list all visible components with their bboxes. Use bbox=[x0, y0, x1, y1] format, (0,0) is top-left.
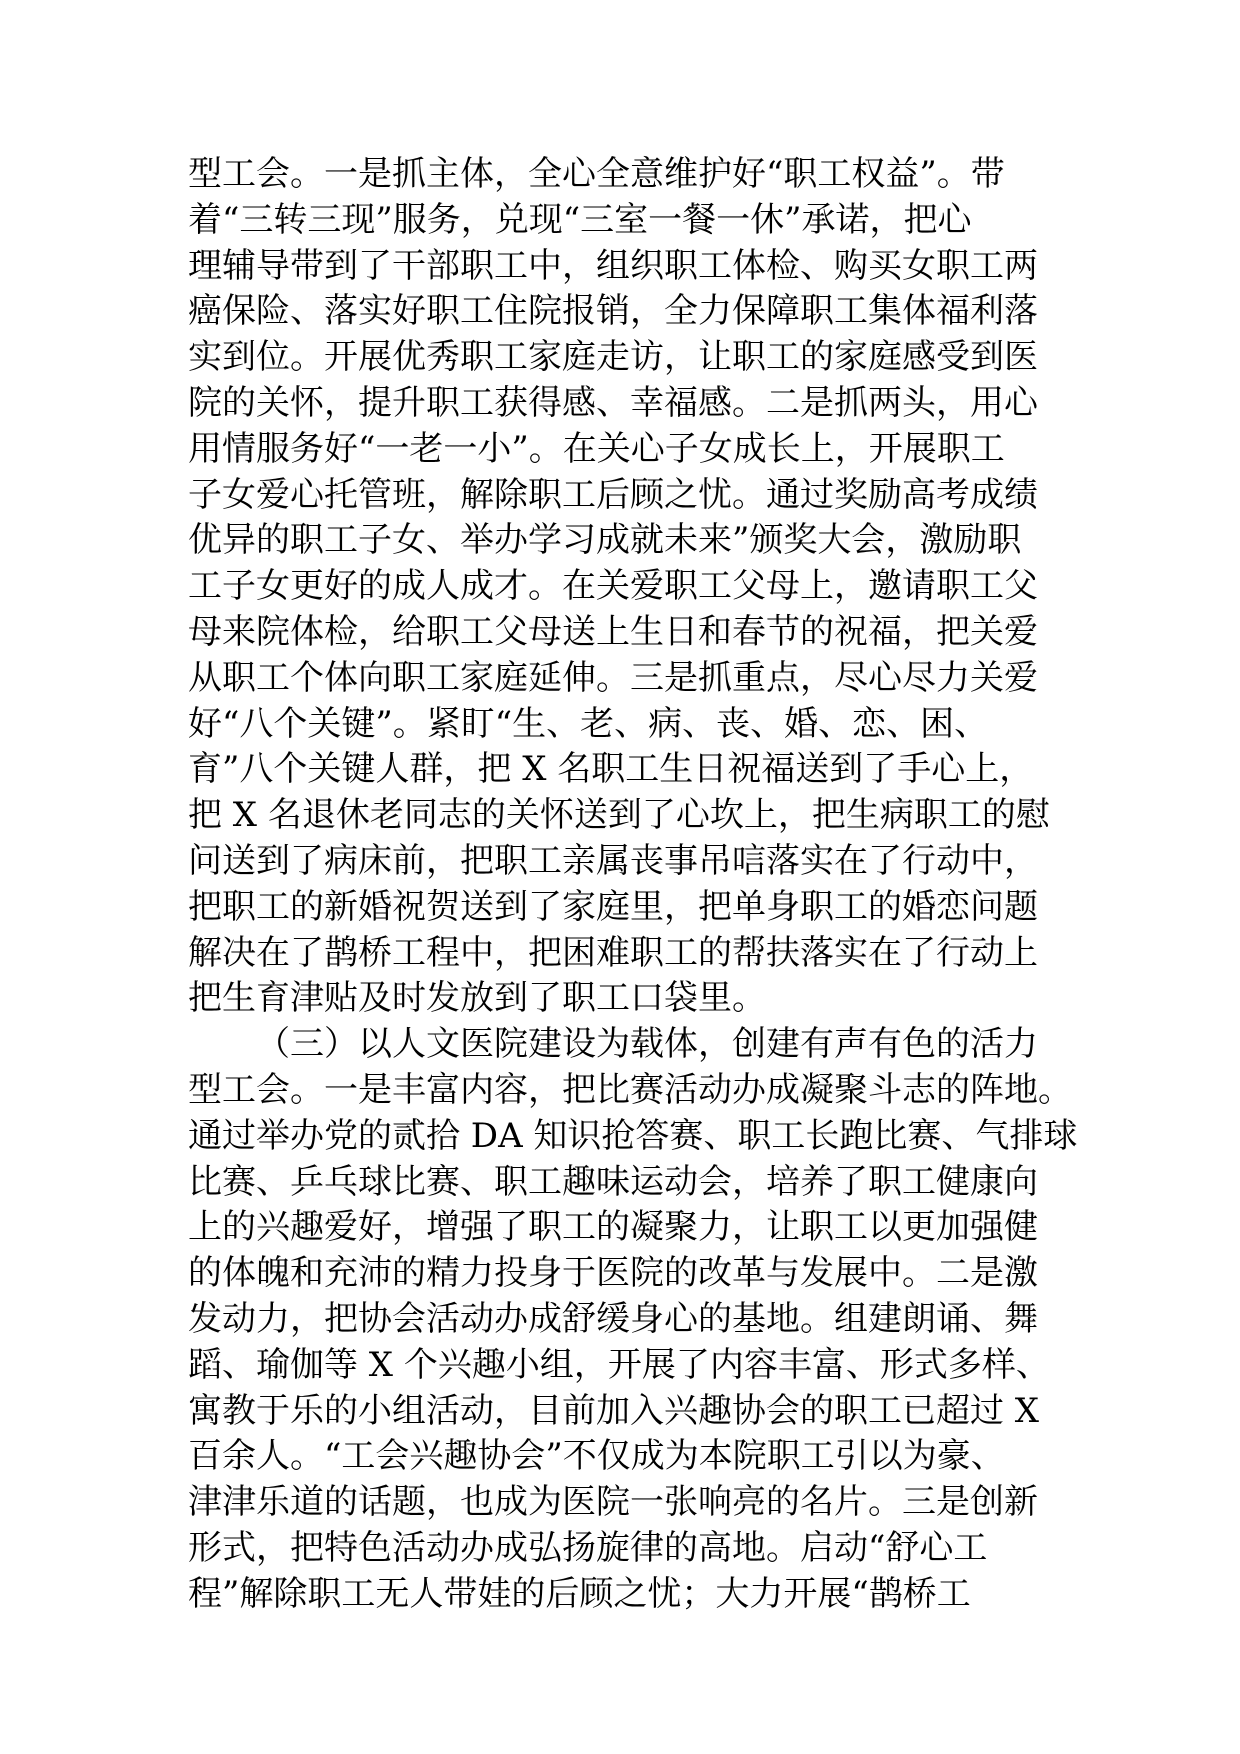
text-line: 工子女更好的成人成才。在关爱职工父母上，邀请职工父 bbox=[188, 566, 1038, 607]
text-line: 癌保险、落实好职工住院报销，全力保障职工集体福利落 bbox=[188, 291, 1038, 332]
text-line: 解决在了鹊桥工程中，把困难职工的帮扶落实在了行动上 bbox=[188, 932, 1038, 973]
text-line: 寓教于乐的小组活动，目前加入兴趣协会的职工已超过 X bbox=[188, 1390, 1040, 1431]
body-text bbox=[188, 152, 1078, 1618]
paragraph-start-line: （三）以人文医院建设为载体，创建有声有色的活力 bbox=[256, 1024, 1038, 1065]
text-line: 理辅导带到了干部职工中，组织职工体检、购买女职工两 bbox=[188, 245, 1038, 286]
text-line: 把 X 名退休老同志的关怀送到了心坎上，把生病职工的慰 bbox=[188, 795, 1050, 836]
text-line: 用情服务好“一老一小”。在关心子女成长上，开展职工 bbox=[188, 428, 1005, 469]
text-line: 优异的职工子女、举办学习成就未来”颁奖大会，激励职 bbox=[188, 520, 1022, 561]
text-line: 发动力，把协会活动办成舒缓身心的基地。组建朗诵、舞 bbox=[188, 1298, 1038, 1339]
text-line: 从职工个体向职工家庭延伸。三是抓重点，尽心尽力关爱 bbox=[188, 657, 1038, 698]
text-line: 程”解除职工无人带娃的后顾之忧；大力开展“鹊桥工 bbox=[188, 1573, 971, 1614]
text-line: 型工会。一是丰富内容，把比赛活动办成凝聚斗志的阵地。 bbox=[188, 1069, 1072, 1110]
text-line: 把生育津贴及时发放到了职工口袋里。 bbox=[188, 978, 766, 1019]
text-line: 上的兴趣爱好，增强了职工的凝聚力，让职工以更加强健 bbox=[188, 1207, 1038, 1248]
text-line: 通过举办党的贰拾 DA 知识抢答赛、职工长跑比赛、气排球 bbox=[188, 1115, 1078, 1156]
text-line: 母来院体检，给职工父母送上生日和春节的祝福，把关爱 bbox=[188, 611, 1038, 652]
text-line: 实到位。开展优秀职工家庭走访，让职工的家庭感受到医 bbox=[188, 337, 1038, 378]
text-line: 百余人。“工会兴趣协会”不仅成为本院职工引以为豪、 bbox=[188, 1436, 1005, 1477]
text-line: 比赛、乒乓球比赛、职工趣味运动会，培养了职工健康向 bbox=[188, 1161, 1038, 1202]
text-line: 问送到了病床前，把职工亲属丧事吊唁落实在了行动中， bbox=[188, 840, 1038, 881]
text-line: 院的关怀，提升职工获得感、幸福感。二是抓两头，用心 bbox=[188, 382, 1038, 423]
text-line: 子女爱心托管班，解除职工后顾之忧。通过奖励高考成绩 bbox=[188, 474, 1038, 515]
text-line: 蹈、瑜伽等 X 个兴趣小组，开展了内容丰富、形式多样、 bbox=[188, 1344, 1050, 1385]
text-line: 津津乐道的话题，也成为医院一张响亮的名片。三是创新 bbox=[188, 1482, 1038, 1523]
text-line: 育”八个关键人群，把 X 名职工生日祝福送到了手心上， bbox=[188, 749, 1034, 790]
text-line: 把职工的新婚祝贺送到了家庭里，把单身职工的婚恋问题 bbox=[188, 886, 1038, 927]
text-line: 型工会。一是抓主体，全心全意维护好“职工权益”。带 bbox=[188, 154, 1005, 194]
text-line: 好“八个关键”。紧盯“生、老、病、丧、婚、恋、困、 bbox=[188, 703, 989, 744]
text-line: 着“三转三现”服务，兑现“三室一餐一休”承诺，把心 bbox=[188, 199, 972, 240]
text-line: 形式，把特色活动办成弘扬旋律的高地。启动“舒心工 bbox=[188, 1527, 988, 1568]
text-line: 的体魄和充沛的精力投身于医院的改革与发展中。二是激 bbox=[188, 1253, 1038, 1294]
